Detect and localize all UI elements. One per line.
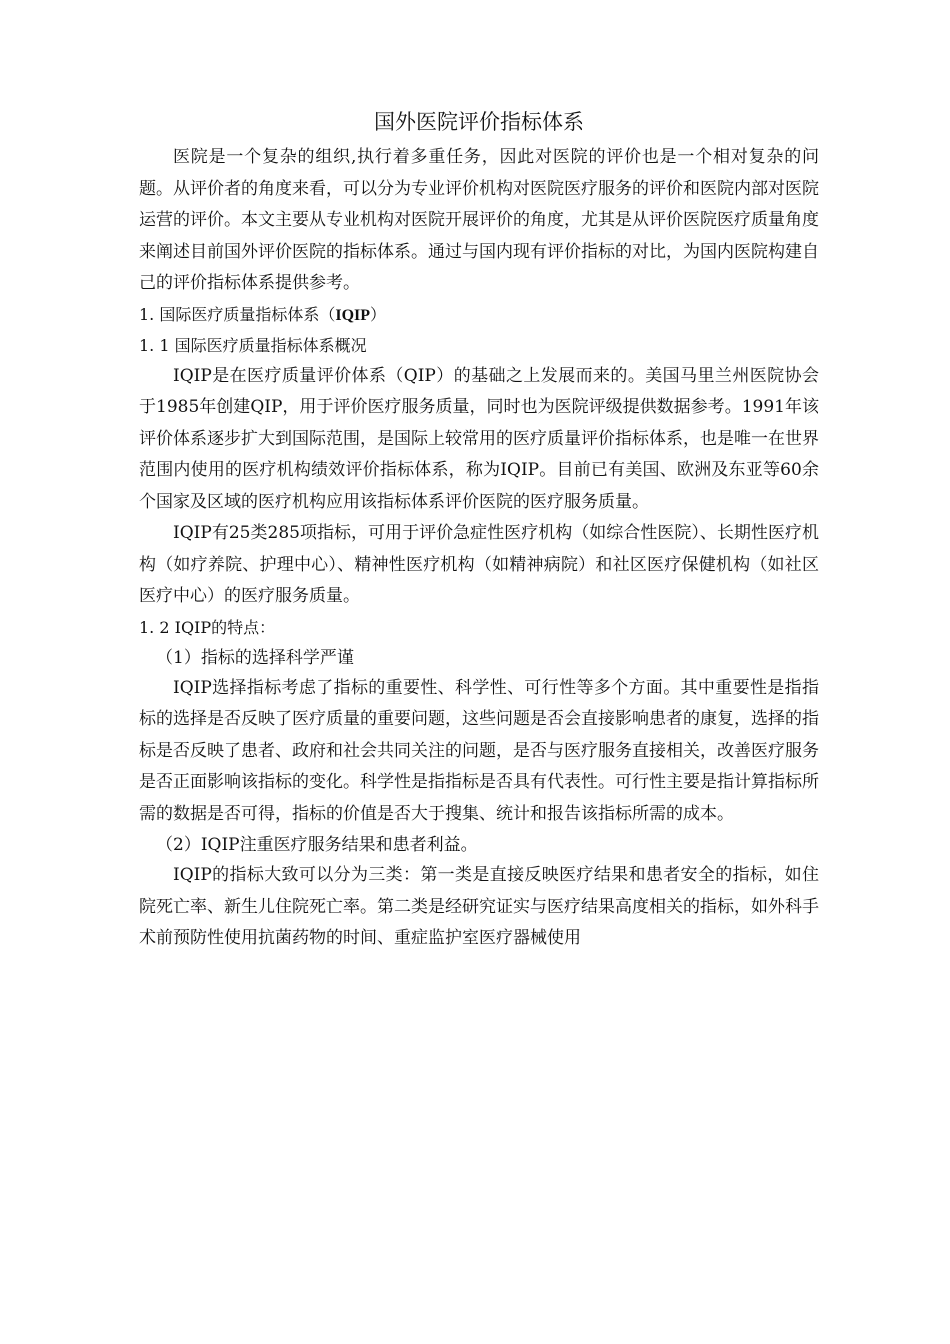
document-body [139, 102, 819, 955]
subheading-2: （2）IQIP注重医疗服务结果和患者利益。 [156, 835, 478, 855]
document-title: 国外医院评价指标体系 [374, 110, 584, 134]
paragraph-iqip-scope: IQIP有25类285项指标，可用于评价急症性医疗机构（如综合性医院）、长期性医疗机构（如疗养院、护理中心）、精神性医疗机构（如精神病院）和社区医疗保健机构（如社区医疗中心）的医疗服务质量。 [139, 523, 819, 606]
section-heading-1-1: 1. 1 国际医疗质量指标体系概况 [139, 335, 367, 355]
paragraph-indicator-types: IQIP的指标大致可以分为三类：第一类是直接反映医疗结果和患者安全的指标，如住院死亡率、新生儿住院死亡率。第二类是经研究证实与医疗结果高度相关的指标，如外科手术前预防性使用抗菌药物的时间、重症监护室医疗器械使用 [139, 865, 819, 948]
section-heading-1-suffix: ） [370, 304, 387, 324]
paragraph-iqip-origin: IQIP是在医疗质量评价体系（QIP）的基础之上发展而来的。美国马里兰州医院协会于1985年创建QIP，用于评价医疗服务质量，同时也为医院评级提供数据参考。1991年该评价体系逐步扩大到国际范围，是国际上较常用的医疗质量评价指标体系，也是唯一在世界范围内使用的医疗机构绩效评价指标体系，称为IQIP。目前已有美国、欧洲及东亚等60余个国家及区域的医疗机构应用该指标体系评价医院的医疗服务质量。 [139, 365, 819, 512]
paragraph-indicator-selection: IQIP选择指标考虑了指标的重要性、科学性、可行性等多个方面。其中重要性是指指标的选择是否反映了医疗质量的重要问题，这些问题是否会直接影响患者的康复，选择的指标是否反映了患者、政府和社会共同关注的问题，是否与医疗服务直接相关，改善医疗服务是否正面影响该指标的变化。科学性是指指标是否具有代表性。可行性主要是指计算指标所需的数据是否可得，指标的价值是否大于搜集、统计和报告该指标所需的成本。 [139, 677, 819, 824]
subheading-1: （1）指标的选择科学严谨 [156, 647, 354, 668]
section-heading-1-prefix: 1. 国际医疗质量指标体系（ [139, 304, 336, 324]
section-heading-1-2: 1. 2 IQIP的特点： [139, 617, 276, 637]
intro-paragraph: 医院是一个复杂的组织,执行着多重任务，因此对医院的评价也是一个相对复杂的问题。从评价者的角度来看，可以分为专业评价机构对医院医疗服务的评价和医院内部对医院运营的评价。本文主要从专业机构对医院开展评价的角度，尤其是从评价医院医疗质量角度来阐述目前国外评价医院的指标体系。通过与国内现有评价指标的对比，为国内医院构建自己的评价指标体系提供参考。 [139, 147, 819, 293]
section-heading-1-acronym: IQIP [335, 306, 371, 324]
section-heading-1 [139, 300, 819, 331]
